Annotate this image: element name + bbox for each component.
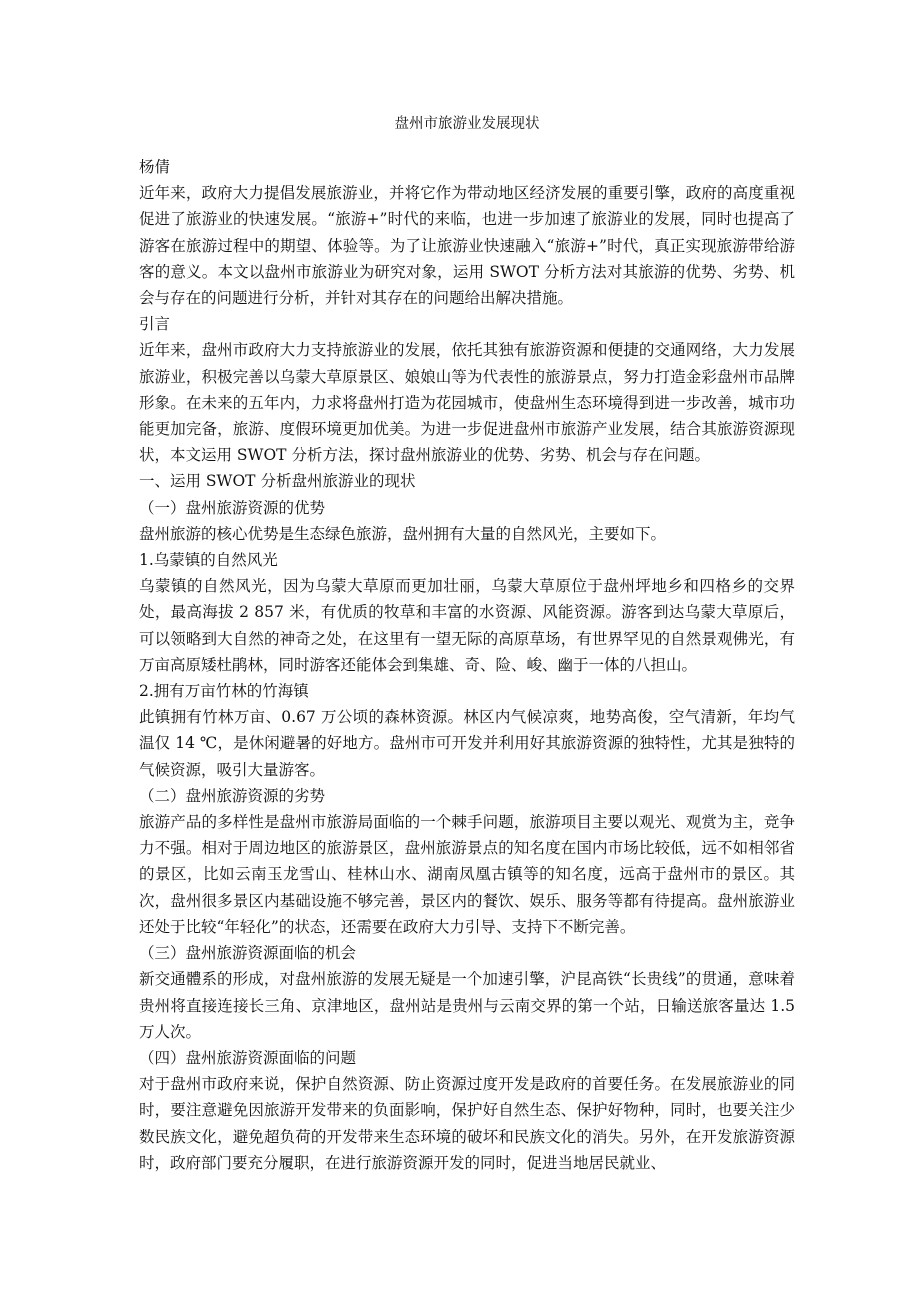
document-title: 盘州市旅游业发展现状 xyxy=(394,116,540,132)
item-heading-wumeng: 1.乌蒙镇的自然风光 xyxy=(139,551,278,570)
disadvantages-paragraph: 旅游产品的多样性是盘州市旅游局面临的一个棘手问题，旅游项目主要以观光、观赏为主，竞争力不强。相对于周边地区的旅游景区，盘州旅游景点的知名度在国内市场比较低，远不如相邻省的景区，比如云南玉龙雪山、桂林山水、湖南凤凰古镇等的知名度，远高于盘州市的景区。其次，盘州很多景区内基础设施不够完善，景区内的餐饮、娱乐、服务等都有待提高。盘州旅游业还处于比较“年轻化”的状态，还需要在政府大力引导、支持下不断完善。 xyxy=(139,813,795,936)
advantages-intro-paragraph: 盘州旅游的核心优势是生态绿色旅游，盘州拥有大量的自然风光，主要如下。 xyxy=(139,524,667,543)
subsection-heading-problems: （四）盘州旅游资源面临的问题 xyxy=(139,1048,357,1067)
zhuhai-paragraph: 此镇拥有竹林万亩、0.67 万公顷的森林资源。林区内气候凉爽，地势高俊，空气清新，年均气温仅 14 ℃，是休闲避暑的好地方。盘州市可开发并利用好其旅游资源的独特性，尤其是独特的气候资源，吸引大量游客。 xyxy=(139,708,795,779)
author-name: 杨倩 xyxy=(139,158,171,176)
document-page xyxy=(139,106,795,1176)
wumeng-paragraph: 乌蒙镇的自然风光，因为乌蒙大草原而更加壮丽，乌蒙大草原位于盘州坪地乡和四格乡的交界处，最高海拔 2 857 米，有优质的牧草和丰富的水资源、风能资源。游客到达乌蒙大草原后，可以领略到大自然的神奇之处，在这里有一望无际的高原草场，有世界罕见的自然景观佛光，有万亩高原矮杜鹃林，同时游客还能体会到集雄、奇、险、峻、幽于一体的八担山。 xyxy=(139,577,795,674)
subsection-heading-opportunities: （三）盘州旅游资源面临的机会 xyxy=(139,944,357,963)
section-heading-1: 一、运用 SWOT 分析盘州旅游业的现状 xyxy=(139,472,416,491)
subsection-heading-advantages: （一）盘州旅游资源的优势 xyxy=(139,498,326,517)
problems-paragraph: 对于盘州市政府来说，保护自然资源、防止资源过度开发是政府的首要任务。在发展旅游业的同时，要注意避免因旅游开发带来的负面影响，保护好自然生态、保护好物种，同时，也要关注少数民族文化，避免超负荷的开发带来生态环境的破坏和民族文化的消失。另外，在开发旅游资源时，政府部门要充分履职，在进行旅游资源开发的同时，促进当地居民就业、 xyxy=(139,1075,795,1172)
intro-paragraph: 近年来，盘州市政府大力支持旅游业的发展，依托其独有旅游资源和便捷的交通网络，大力发展旅游业，积极完善以乌蒙大草原景区、娘娘山等为代表性的旅游景点，努力打造金彩盘州市品牌形象。在未来的五年内，力求将盘州打造为花园城市，使盘州生态环境得到进一步改善，城市功能更加完备，旅游、度假环境更加优美。为进一步促进盘州市旅游产业发展，结合其旅游资源现状，本文运用 SWOT 分析方法，探讨盘州旅游业的优势、劣势、机会与存在问题。 xyxy=(139,341,795,465)
abstract-paragraph: 近年来，政府大力提倡发展旅游业，并将它作为带动地区经济发展的重要引擎，政府的高度重视促进了旅游业的快速发展。“旅游+”时代的来临，也进一步加速了旅游业的发展，同时也提高了游客在旅游过程中的期望、体验等。为了让旅游业快速融入“旅游+”时代，真正实现旅游带给游客的意义。本文以盘州市旅游业为研究对象，运用 SWOT 分析方法对其旅游的优势、劣势、机会与存在的问题进行分析，并针对其存在的问题给出解决措施。 xyxy=(139,184,795,308)
item-heading-zhuhai: 2.拥有万亩竹林的竹海镇 xyxy=(139,682,309,701)
opportunities-paragraph: 新交通體系的形成，对盘州旅游的发展无疑是一个加速引擎，沪昆高铁“长贵线”的贯通，意味着贵州将直接连接长三角、京津地区，盘州站是贵州与云南交界的第一个站，日输送旅客量达 1.5 万人次。 xyxy=(139,970,795,1041)
subsection-heading-disadvantages: （二）盘州旅游资源的劣势 xyxy=(139,786,326,805)
intro-heading: 引言 xyxy=(139,315,171,334)
